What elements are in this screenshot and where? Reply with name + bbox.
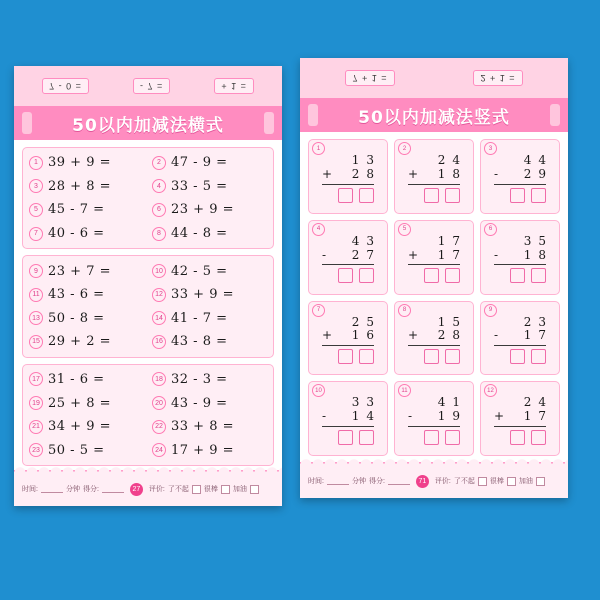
operator: - — [494, 328, 499, 343]
digit-ones: 3 — [366, 153, 374, 168]
digit-tens: 2 — [437, 328, 446, 343]
worksheet-page-vertical — [300, 58, 568, 498]
page-title: 50以内加减法横式 — [72, 115, 224, 136]
answer-box[interactable] — [424, 268, 439, 283]
sum-rule — [322, 426, 374, 427]
digit-tens: 2 — [351, 314, 360, 329]
answer-box[interactable] — [531, 188, 546, 203]
item-number: 17 — [29, 372, 43, 386]
item-number: 2 — [398, 142, 411, 155]
digit-tens: 3 — [351, 395, 360, 410]
answer-box[interactable] — [531, 349, 546, 364]
peek-cell: 7 + 1 = — [345, 70, 394, 86]
answer-boxes — [322, 268, 374, 283]
exercise-item — [150, 416, 269, 438]
item-number: 5 — [29, 203, 43, 217]
digit-tens: 1 — [437, 247, 446, 262]
addend-bottom — [494, 410, 546, 424]
item-number: 3 — [484, 142, 497, 155]
answer-box[interactable] — [510, 188, 525, 203]
addend-bottom — [408, 168, 460, 182]
rating-option: 了不起 — [167, 486, 189, 493]
vertical-problem-grid — [308, 139, 560, 458]
peek-cell: 2 + 1 = — [473, 70, 522, 86]
vertical-problem — [308, 139, 388, 214]
rating-checkbox[interactable] — [536, 477, 545, 486]
operator: - — [494, 247, 499, 262]
answer-boxes — [322, 349, 374, 364]
column-sum — [408, 312, 460, 365]
digit-ones: 5 — [366, 314, 374, 329]
addend-bottom — [408, 410, 460, 424]
answer-box[interactable] — [510, 430, 525, 445]
exercise-item — [150, 331, 269, 353]
answer-box[interactable] — [445, 430, 460, 445]
digit-ones: 3 — [366, 233, 374, 248]
page-footer-right — [300, 462, 568, 498]
digit-ones: 6 — [366, 328, 374, 343]
item-expression: 43 - 6 = — [48, 287, 105, 303]
exercise-group — [22, 364, 274, 466]
digit-ones: 8 — [452, 328, 460, 343]
rating-option: 了不起 — [453, 478, 475, 485]
item-number: 11 — [29, 288, 43, 302]
digit-tens: 3 — [523, 233, 532, 248]
answer-boxes — [494, 349, 546, 364]
operator: + — [408, 247, 419, 262]
digit-tens: 4 — [437, 395, 446, 410]
scallop-divider — [300, 457, 568, 465]
exercise-item — [150, 369, 269, 391]
item-number: 4 — [152, 179, 166, 193]
item-number: 8 — [152, 227, 166, 241]
answer-box[interactable] — [424, 188, 439, 203]
item-number: 15 — [29, 335, 43, 349]
item-number: 4 — [312, 223, 325, 236]
item-number: 2 — [152, 156, 166, 170]
answer-boxes — [408, 268, 460, 283]
exercise-item — [27, 439, 146, 461]
answer-box[interactable] — [359, 188, 374, 203]
item-expression: 50 - 8 = — [48, 310, 105, 326]
item-number: 22 — [152, 420, 166, 434]
page-footer-left — [14, 470, 282, 506]
column-sum — [322, 392, 374, 445]
item-expression: 44 - 8 = — [171, 226, 228, 242]
answer-boxes — [494, 188, 546, 203]
exercise-item — [27, 176, 146, 198]
item-number: 3 — [29, 179, 43, 193]
minute-label: 分钟 — [65, 486, 80, 493]
item-number: 6 — [484, 223, 497, 236]
vertical-problem — [394, 139, 474, 214]
vertical-problem — [480, 139, 560, 214]
page-number-badge: 71 — [416, 475, 429, 488]
sum-rule — [408, 345, 460, 346]
answer-box[interactable] — [359, 349, 374, 364]
answer-boxes — [494, 430, 546, 445]
operator: + — [322, 328, 333, 343]
answer-box[interactable] — [424, 430, 439, 445]
digit-ones: 8 — [538, 247, 546, 262]
item-expression: 23 + 9 = — [171, 202, 234, 218]
item-expression: 33 + 8 = — [171, 419, 234, 435]
item-number: 9 — [484, 304, 497, 317]
addend-bottom — [322, 249, 374, 263]
digit-ones: 7 — [366, 247, 374, 262]
digit-tens: 4 — [523, 153, 532, 168]
answer-boxes — [322, 430, 374, 445]
sum-rule — [494, 345, 546, 346]
sum-rule — [322, 184, 374, 185]
item-expression: 42 - 5 = — [171, 263, 228, 279]
item-expression: 33 - 5 = — [171, 178, 228, 194]
column-sum — [494, 312, 546, 365]
digit-ones: 5 — [538, 233, 546, 248]
digit-tens: 2 — [351, 166, 360, 181]
addend-bottom — [494, 329, 546, 343]
exercise-item — [150, 176, 269, 198]
digit-tens: 1 — [351, 153, 360, 168]
answer-box[interactable] — [510, 268, 525, 283]
answer-box[interactable] — [338, 349, 353, 364]
item-number: 16 — [152, 335, 166, 349]
addend-top — [494, 154, 546, 168]
answer-box[interactable] — [510, 349, 525, 364]
addend-top — [494, 396, 546, 410]
digit-ones: 8 — [452, 166, 460, 181]
item-number: 7 — [312, 304, 325, 317]
vertical-problem — [394, 220, 474, 295]
item-expression: 34 + 9 = — [48, 419, 111, 435]
item-number: 12 — [484, 384, 497, 397]
operator: - — [322, 409, 327, 424]
operator: + — [494, 409, 505, 424]
addend-top — [494, 316, 546, 330]
peek-cell: + 1 = — [214, 78, 254, 94]
item-number: 1 — [312, 142, 325, 155]
operator: + — [408, 166, 419, 181]
vertical-problem — [308, 301, 388, 376]
answer-boxes — [408, 349, 460, 364]
exercise-item — [27, 392, 146, 414]
digit-ones: 4 — [452, 153, 460, 168]
item-expression: 50 - 5 = — [48, 442, 105, 458]
item-number: 7 — [29, 227, 43, 241]
item-expression: 31 - 6 = — [48, 371, 105, 387]
item-expression: 40 - 6 = — [48, 226, 105, 242]
addend-top — [322, 154, 374, 168]
digit-ones: 4 — [538, 395, 546, 410]
answer-boxes — [408, 188, 460, 203]
rating-option: 加油 — [232, 486, 247, 493]
operator: - — [408, 409, 413, 424]
footer-rating-field — [149, 484, 259, 494]
digit-ones: 9 — [452, 409, 460, 424]
addend-bottom — [494, 168, 546, 182]
item-number: 12 — [152, 288, 166, 302]
digit-tens: 2 — [437, 153, 446, 168]
item-number: 14 — [152, 311, 166, 325]
answer-boxes — [408, 430, 460, 445]
column-sum — [494, 150, 546, 203]
addend-bottom — [322, 410, 374, 424]
digit-tens: 1 — [437, 166, 446, 181]
exercise-item — [27, 369, 146, 391]
score-blank[interactable] — [388, 477, 410, 485]
digit-tens: 2 — [523, 395, 532, 410]
digit-ones: 3 — [366, 395, 374, 410]
item-expression: 47 - 9 = — [171, 155, 228, 171]
exercise-item — [150, 260, 269, 282]
exercise-item — [150, 307, 269, 329]
vertical-problem — [308, 220, 388, 295]
rating-label: 评价: — [434, 478, 451, 485]
addend-bottom — [408, 249, 460, 263]
item-expression: 45 - 7 = — [48, 202, 105, 218]
peek-strip-right — [300, 58, 568, 100]
page-number-badge: 27 — [130, 483, 143, 496]
column-sum — [408, 392, 460, 445]
exercise-body-right — [300, 132, 568, 458]
addend-bottom — [408, 329, 460, 343]
item-number: 5 — [398, 223, 411, 236]
digit-tens: 4 — [351, 233, 360, 248]
vertical-problem — [394, 301, 474, 376]
exercise-item — [27, 223, 146, 245]
rating-label: 评价: — [148, 486, 165, 493]
score-label: 得分: — [82, 486, 99, 493]
page-title-banner-right — [300, 98, 568, 132]
sum-rule — [408, 184, 460, 185]
digit-tens: 2 — [351, 247, 360, 262]
item-number: 6 — [152, 203, 166, 217]
time-label: 时间: — [308, 478, 324, 485]
addend-top — [408, 154, 460, 168]
vertical-problem — [480, 381, 560, 456]
addend-top — [408, 396, 460, 410]
column-sum — [408, 150, 460, 203]
item-expression: 25 + 8 = — [48, 395, 111, 411]
digit-tens: 1 — [437, 233, 446, 248]
answer-box[interactable] — [445, 188, 460, 203]
vertical-problem — [308, 381, 388, 456]
sum-rule — [408, 264, 460, 265]
exercise-item — [150, 284, 269, 306]
answer-box[interactable] — [531, 268, 546, 283]
exercise-item — [150, 223, 269, 245]
operator: - — [494, 166, 499, 181]
footer-time-field — [308, 476, 410, 486]
sum-rule — [494, 184, 546, 185]
exercise-item — [27, 307, 146, 329]
peek-cell: 7 - 0 = — [42, 78, 89, 94]
exercise-body-left — [14, 140, 282, 466]
digit-ones: 7 — [452, 233, 460, 248]
digit-tens: 1 — [351, 409, 360, 424]
exercise-item — [150, 392, 269, 414]
answer-boxes — [494, 268, 546, 283]
column-sum — [322, 231, 374, 284]
column-sum — [322, 312, 374, 365]
exercise-item — [27, 416, 146, 438]
item-number: 23 — [29, 443, 43, 457]
vertical-problem — [394, 381, 474, 456]
score-blank[interactable] — [102, 485, 124, 493]
item-number: 8 — [398, 304, 411, 317]
digit-ones: 9 — [538, 166, 546, 181]
exercise-item — [27, 284, 146, 306]
sum-rule — [322, 264, 374, 265]
digit-tens: 2 — [523, 314, 532, 329]
page-title-banner-left — [14, 106, 282, 140]
rating-checkbox[interactable] — [478, 477, 487, 486]
digit-ones: 3 — [538, 314, 546, 329]
item-number: 1 — [29, 156, 43, 170]
exercise-item — [27, 152, 146, 174]
item-expression: 32 - 3 = — [171, 371, 228, 387]
exercise-group — [22, 147, 274, 249]
peek-strip-left — [14, 66, 282, 108]
addend-bottom — [322, 329, 374, 343]
rating-option: 很棒 — [203, 486, 218, 493]
exercise-item — [27, 331, 146, 353]
operator: + — [408, 328, 419, 343]
answer-box[interactable] — [445, 268, 460, 283]
digit-ones: 1 — [452, 395, 460, 410]
addend-top — [408, 316, 460, 330]
item-number: 21 — [29, 420, 43, 434]
item-expression: 41 - 7 = — [171, 310, 228, 326]
exercise-item — [150, 439, 269, 461]
item-number: 10 — [152, 264, 166, 278]
answer-box[interactable] — [424, 349, 439, 364]
time-blank[interactable] — [327, 477, 349, 485]
addend-top — [322, 396, 374, 410]
rating-option: 加油 — [518, 478, 533, 485]
item-expression: 17 + 9 = — [171, 442, 234, 458]
footer-time-field — [22, 484, 124, 494]
item-expression: 43 - 9 = — [171, 395, 228, 411]
rating-checkbox[interactable] — [221, 485, 230, 494]
operator: - — [322, 247, 327, 262]
operator: + — [322, 166, 333, 181]
rating-checkbox[interactable] — [507, 477, 516, 486]
worksheet-page-horizontal — [14, 66, 282, 506]
item-expression: 39 + 9 = — [48, 155, 111, 171]
column-sum — [494, 231, 546, 284]
exercise-item — [27, 260, 146, 282]
digit-tens: 1 — [437, 409, 446, 424]
rating-option: 很棒 — [489, 478, 504, 485]
answer-box[interactable] — [531, 430, 546, 445]
answer-box[interactable] — [338, 188, 353, 203]
exercise-item — [150, 152, 269, 174]
rating-checkbox[interactable] — [192, 485, 201, 494]
exercise-group — [22, 255, 274, 357]
item-number: 10 — [312, 384, 325, 397]
digit-ones: 7 — [538, 328, 546, 343]
item-number: 13 — [29, 311, 43, 325]
item-expression: 23 + 7 = — [48, 263, 111, 279]
answer-box[interactable] — [338, 268, 353, 283]
item-number: 9 — [29, 264, 43, 278]
vertical-problem — [480, 301, 560, 376]
answer-boxes — [322, 188, 374, 203]
item-number: 24 — [152, 443, 166, 457]
digit-tens: 1 — [523, 328, 532, 343]
digit-tens: 2 — [523, 166, 532, 181]
digit-ones: 8 — [366, 166, 374, 181]
item-expression: 43 - 8 = — [171, 334, 228, 350]
sum-rule — [408, 426, 460, 427]
addend-top — [408, 235, 460, 249]
digit-ones: 7 — [452, 247, 460, 262]
addend-top — [322, 316, 374, 330]
digit-ones: 5 — [452, 314, 460, 329]
footer-rating-field — [435, 476, 545, 486]
score-label: 得分: — [368, 478, 385, 485]
scallop-divider — [14, 465, 282, 473]
time-label: 时间: — [22, 486, 38, 493]
digit-tens: 1 — [523, 409, 532, 424]
rating-checkbox[interactable] — [250, 485, 259, 494]
digit-ones: 4 — [538, 153, 546, 168]
time-blank[interactable] — [41, 485, 63, 493]
item-number: 20 — [152, 396, 166, 410]
column-sum — [322, 150, 374, 203]
item-number: 19 — [29, 396, 43, 410]
peek-cell: - 7 = — [133, 78, 170, 94]
exercise-item — [150, 199, 269, 221]
item-expression: 28 + 8 = — [48, 178, 111, 194]
item-expression: 33 + 9 = — [171, 287, 234, 303]
sum-rule — [494, 426, 546, 427]
digit-tens: 1 — [437, 314, 446, 329]
addend-top — [322, 235, 374, 249]
column-sum — [408, 231, 460, 284]
item-expression: 29 + 2 = — [48, 334, 111, 350]
item-number: 18 — [152, 372, 166, 386]
item-number: 11 — [398, 384, 411, 397]
digit-tens: 1 — [351, 328, 360, 343]
answer-box[interactable] — [338, 430, 353, 445]
answer-box[interactable] — [445, 349, 460, 364]
exercise-item — [27, 199, 146, 221]
answer-box[interactable] — [359, 268, 374, 283]
digit-ones: 7 — [538, 409, 546, 424]
digit-ones: 4 — [366, 409, 374, 424]
page-title: 50以内加减法竖式 — [358, 107, 510, 128]
addend-top — [494, 235, 546, 249]
minute-label: 分钟 — [351, 478, 366, 485]
sum-rule — [494, 264, 546, 265]
column-sum — [494, 392, 546, 445]
answer-box[interactable] — [359, 430, 374, 445]
addend-bottom — [322, 168, 374, 182]
vertical-problem — [480, 220, 560, 295]
sum-rule — [322, 345, 374, 346]
addend-bottom — [494, 249, 546, 263]
digit-tens: 1 — [523, 247, 532, 262]
